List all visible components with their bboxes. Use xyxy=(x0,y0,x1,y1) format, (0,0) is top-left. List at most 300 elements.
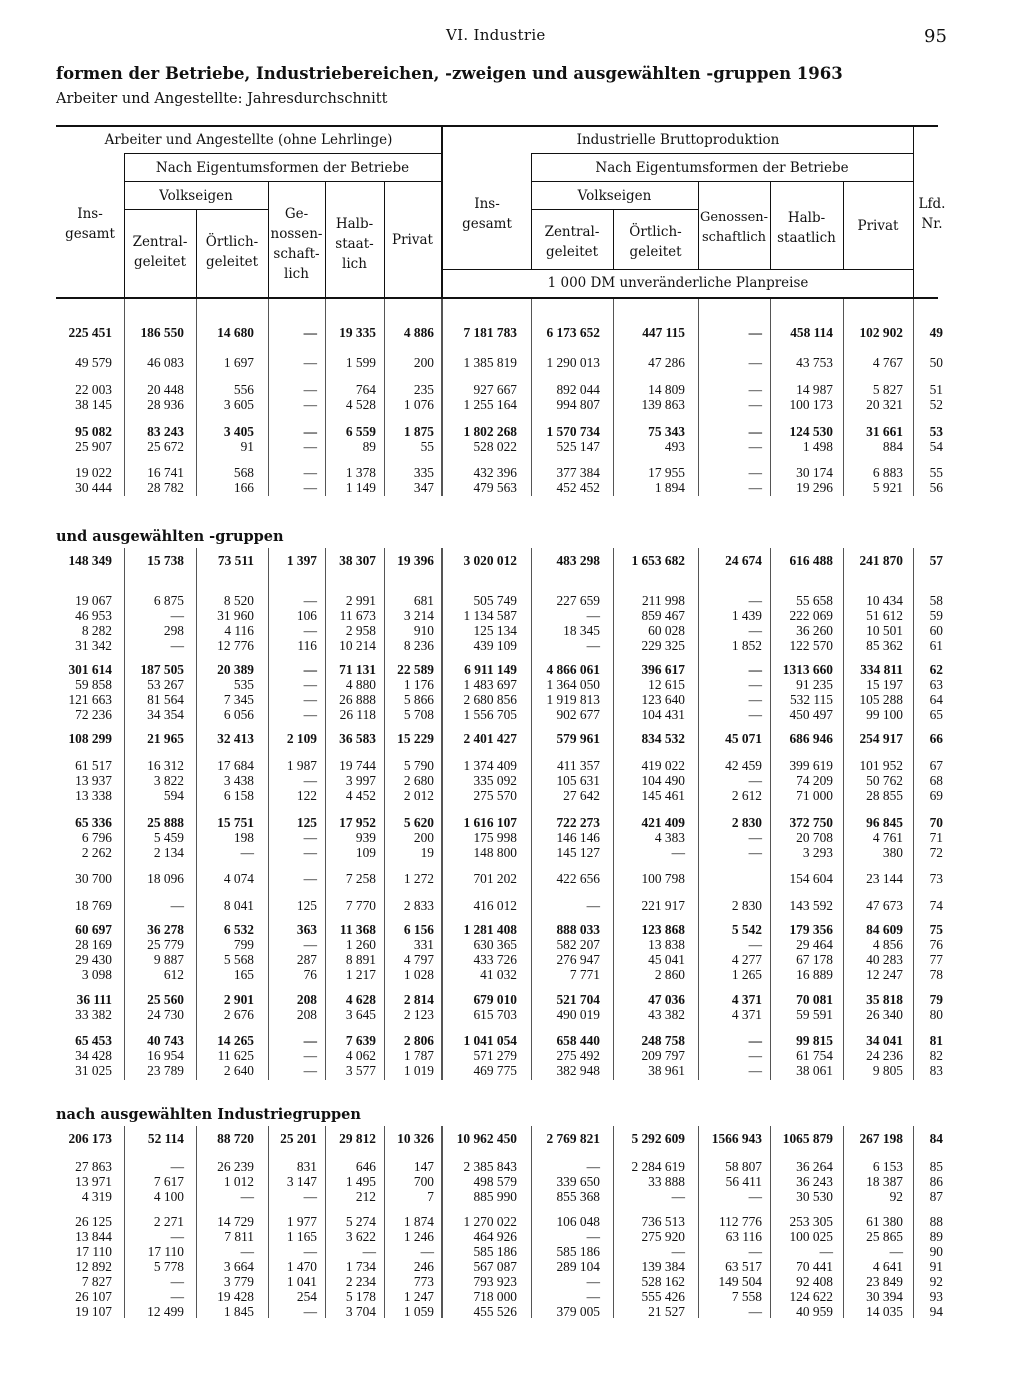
cell-halb: 1 599 xyxy=(345,355,376,370)
cell-insgesamt: 12 892 xyxy=(75,1259,112,1274)
cell-privat: 1 787 xyxy=(403,1048,434,1063)
cell-prod-genossen: 56 411 xyxy=(725,1174,762,1189)
cell-insgesamt: 108 299 xyxy=(68,731,112,746)
cell-prod-zentral: 7 771 xyxy=(569,967,600,982)
cell-prod-zentral: 658 440 xyxy=(556,1033,600,1048)
cell-insgesamt: 225 451 xyxy=(68,325,112,340)
cell-zentral: 24 730 xyxy=(147,1007,184,1022)
cell-prod-privat: 23 849 xyxy=(866,1274,903,1289)
cell-lfd-nr: 87 xyxy=(929,1189,943,1204)
table-row xyxy=(0,1007,1024,1023)
cell-insgesamt: 38 145 xyxy=(75,397,112,412)
cell-zentral: 46 083 xyxy=(147,355,184,370)
cell-insgesamt: 148 349 xyxy=(68,553,112,568)
cell-oertlich: 3 664 xyxy=(223,1259,254,1274)
cell-prod-zentral: 483 298 xyxy=(556,553,600,568)
cell-prod-privat: 10 501 xyxy=(866,623,903,638)
cell-insgesamt: 28 169 xyxy=(75,937,112,952)
cell-prod-oertlich: 60 028 xyxy=(648,623,685,638)
cell-prod-oertlich: 145 461 xyxy=(641,788,685,803)
cell-halb: 36 583 xyxy=(339,731,376,746)
cell-genossen: 1 397 xyxy=(286,553,317,568)
cell-prod-insgesamt: 505 749 xyxy=(473,593,517,608)
cell-prod-zentral: 1 570 734 xyxy=(546,424,600,439)
cell-halb: 26 888 xyxy=(339,692,376,707)
cell-halb: 4 628 xyxy=(345,992,376,1007)
cell-insgesamt: 301 614 xyxy=(68,662,112,677)
cell-prod-genossen: — xyxy=(748,707,762,722)
cell-insgesamt: 60 697 xyxy=(75,922,112,937)
cell-prod-genossen: — xyxy=(748,845,762,860)
cell-genossen: — xyxy=(303,1033,317,1048)
cell-prod-insgesamt: 571 279 xyxy=(473,1048,517,1063)
table-row xyxy=(0,898,1024,914)
cell-prod-oertlich: 834 532 xyxy=(641,731,685,746)
cell-genossen: — xyxy=(303,397,317,412)
cell-insgesamt: 46 953 xyxy=(75,608,112,623)
cell-privat: 331 xyxy=(413,937,434,952)
cell-lfd-nr: 49 xyxy=(929,325,943,340)
cell-prod-genossen: — xyxy=(748,773,762,788)
cell-halb: 10 214 xyxy=(339,638,376,653)
cell-prod-oertlich: 21 527 xyxy=(648,1304,685,1319)
cell-privat: — xyxy=(420,1244,434,1259)
cell-halb: 3 622 xyxy=(345,1229,376,1244)
cell-privat: 2 123 xyxy=(403,1007,434,1022)
cell-genossen: — xyxy=(303,593,317,608)
cell-oertlich: 26 239 xyxy=(217,1159,254,1174)
cell-insgesamt: 19 067 xyxy=(75,593,112,608)
cell-prod-insgesamt: 469 775 xyxy=(473,1063,517,1078)
cell-prod-zentral: 275 492 xyxy=(556,1048,600,1063)
cell-genossen: 122 xyxy=(296,788,317,803)
cell-privat: 2 814 xyxy=(403,992,434,1007)
cell-prod-halb: 19 296 xyxy=(796,480,833,495)
cell-prod-privat: 12 247 xyxy=(866,967,903,982)
table-row xyxy=(0,1048,1024,1064)
table-row xyxy=(0,1159,1024,1175)
cell-prod-halb: 61 754 xyxy=(796,1048,833,1063)
cell-prod-insgesamt: 2 385 843 xyxy=(463,1159,517,1174)
cell-prod-genossen: — xyxy=(748,325,762,340)
cell-prod-zentral: 1 290 013 xyxy=(546,355,600,370)
cell-prod-privat: 9 805 xyxy=(872,1063,903,1078)
cell-privat: 1 028 xyxy=(403,967,434,982)
cell-zentral: 15 738 xyxy=(147,553,184,568)
cell-prod-oertlich: 17 955 xyxy=(648,465,685,480)
cell-halb: 1 217 xyxy=(345,967,376,982)
cell-genossen: — xyxy=(303,845,317,860)
header-rule xyxy=(531,209,698,210)
cell-prod-zentral: 521 704 xyxy=(556,992,600,1007)
cell-lfd-nr: 58 xyxy=(929,593,943,608)
cell-oertlich: 20 389 xyxy=(217,662,254,677)
cell-halb: 764 xyxy=(355,382,376,397)
cell-prod-genossen: — xyxy=(748,1063,762,1078)
table-row xyxy=(0,1063,1024,1079)
cell-prod-zentral: 585 186 xyxy=(556,1244,600,1259)
running-head: VI. Industrie xyxy=(446,26,546,44)
cell-halb: 4 452 xyxy=(345,788,376,803)
cell-privat: 2 012 xyxy=(403,788,434,803)
cell-genossen: 76 xyxy=(303,967,317,982)
table-row xyxy=(0,758,1024,774)
cell-lfd-nr: 63 xyxy=(929,677,943,692)
cell-privat: 19 396 xyxy=(397,553,434,568)
cell-halb: 6 559 xyxy=(345,424,376,439)
cell-prod-zentral: 146 146 xyxy=(556,830,600,845)
cell-lfd-nr: 72 xyxy=(929,845,943,860)
cell-prod-insgesamt: 125 134 xyxy=(473,623,517,638)
cell-prod-oertlich: 123 640 xyxy=(641,692,685,707)
cell-halb: 109 xyxy=(355,845,376,860)
cell-prod-privat: 34 041 xyxy=(866,1033,903,1048)
cell-lfd-nr: 78 xyxy=(929,967,943,982)
cell-prod-genossen: 58 807 xyxy=(725,1159,762,1174)
cell-lfd-nr: 91 xyxy=(929,1259,943,1274)
cell-privat: 1 875 xyxy=(403,424,434,439)
cell-prod-zentral: 289 104 xyxy=(556,1259,600,1274)
cell-lfd-nr: 90 xyxy=(929,1244,943,1259)
cell-prod-oertlich: — xyxy=(671,1244,685,1259)
cell-privat: 200 xyxy=(413,830,434,845)
cell-privat: 200 xyxy=(413,355,434,370)
cell-lfd-nr: 67 xyxy=(929,758,943,773)
col-head-privat-left: Privat xyxy=(392,232,433,248)
cell-lfd-nr: 80 xyxy=(929,1007,943,1022)
table-row xyxy=(0,992,1024,1008)
cell-prod-genossen: — xyxy=(748,623,762,638)
cell-lfd-nr: 62 xyxy=(929,662,943,677)
section-heading: nach ausgewählten Industriegruppen xyxy=(56,1106,361,1123)
cell-prod-genossen: 5 542 xyxy=(731,922,762,937)
cell-prod-halb: 124 530 xyxy=(789,424,833,439)
cell-prod-privat: 10 434 xyxy=(866,593,903,608)
cell-insgesamt: 59 858 xyxy=(75,677,112,692)
cell-privat: 1 176 xyxy=(403,677,434,692)
cell-lfd-nr: 55 xyxy=(929,465,943,480)
table-row xyxy=(0,1244,1024,1260)
cell-genossen: 1 987 xyxy=(286,758,317,773)
cell-prod-zentral: 855 368 xyxy=(556,1189,600,1204)
table-row xyxy=(0,1304,1024,1320)
cell-genossen: — xyxy=(303,662,317,677)
cell-prod-insgesamt: 701 202 xyxy=(473,871,517,886)
cell-prod-privat: 254 917 xyxy=(859,731,903,746)
cell-privat: 1 059 xyxy=(403,1304,434,1319)
cell-lfd-nr: 82 xyxy=(929,1048,943,1063)
ownership-label-left: Nach Eigentumsformen der Betriebe xyxy=(155,160,410,176)
table-row xyxy=(0,424,1024,440)
cell-prod-halb: 1313 660 xyxy=(782,662,833,677)
table-row xyxy=(0,773,1024,789)
cell-prod-genossen: — xyxy=(748,1304,762,1319)
cell-prod-genossen: — xyxy=(748,937,762,952)
table-row xyxy=(0,871,1024,887)
cell-genossen: 106 xyxy=(296,608,317,623)
cell-zentral: 52 114 xyxy=(147,1131,184,1146)
cell-prod-genossen: 42 459 xyxy=(725,758,762,773)
table-row xyxy=(0,830,1024,846)
cell-prod-zentral: 888 033 xyxy=(556,922,600,937)
cell-prod-genossen: 2 612 xyxy=(731,788,762,803)
cell-prod-oertlich: 419 022 xyxy=(641,758,685,773)
cell-prod-genossen: — xyxy=(748,382,762,397)
cell-genossen: 287 xyxy=(296,952,317,967)
cell-prod-privat: 50 762 xyxy=(866,773,903,788)
volkseigen-label-right: Volkseigen xyxy=(577,188,652,204)
cell-genossen: 116 xyxy=(297,638,317,653)
cell-oertlich: 1 697 xyxy=(223,355,254,370)
col-head-lfd-nr: Lfd. Nr. xyxy=(918,196,946,232)
cell-prod-halb: — xyxy=(819,1244,833,1259)
cell-lfd-nr: 74 xyxy=(929,898,943,913)
cell-prod-oertlich: 100 798 xyxy=(641,871,685,886)
cell-prod-oertlich: 396 617 xyxy=(641,662,685,677)
cell-insgesamt: 31 342 xyxy=(75,638,112,653)
cell-genossen: 125 xyxy=(296,898,317,913)
cell-prod-privat: 35 818 xyxy=(866,992,903,1007)
cell-privat: 700 xyxy=(413,1174,434,1189)
cell-privat: 1 247 xyxy=(403,1289,434,1304)
cell-lfd-nr: 85 xyxy=(929,1159,943,1174)
cell-zentral: 83 243 xyxy=(147,424,184,439)
cell-insgesamt: 13 971 xyxy=(75,1174,112,1189)
table-row xyxy=(0,967,1024,983)
cell-prod-privat: 334 811 xyxy=(860,662,903,677)
cell-insgesamt: 206 173 xyxy=(68,1131,112,1146)
cell-prod-genossen: 1 439 xyxy=(731,608,762,623)
cell-prod-insgesamt: 927 667 xyxy=(473,382,517,397)
table-row xyxy=(0,1131,1024,1147)
cell-prod-genossen: 2 830 xyxy=(731,815,762,830)
cell-insgesamt: 61 517 xyxy=(75,758,112,773)
cell-prod-insgesamt: 433 726 xyxy=(473,952,517,967)
cell-insgesamt: 29 430 xyxy=(75,952,112,967)
cell-halb: 3 645 xyxy=(345,1007,376,1022)
cell-privat: 246 xyxy=(413,1259,434,1274)
cell-genossen: 363 xyxy=(296,922,317,937)
cell-zentral: 2 271 xyxy=(153,1214,184,1229)
cell-oertlich: — xyxy=(240,1189,254,1204)
table-row xyxy=(0,465,1024,481)
cell-prod-privat: 23 144 xyxy=(866,871,903,886)
table-row xyxy=(0,480,1024,496)
cell-prod-privat: 26 340 xyxy=(866,1007,903,1022)
cell-prod-zentral: 276 947 xyxy=(556,952,600,967)
cell-zentral: 21 965 xyxy=(147,731,184,746)
cell-oertlich: 2 901 xyxy=(223,992,254,1007)
cell-privat: 681 xyxy=(413,593,434,608)
cell-lfd-nr: 65 xyxy=(929,707,943,722)
cell-halb: 3 997 xyxy=(345,773,376,788)
cell-insgesamt: 30 444 xyxy=(75,480,112,495)
cell-halb: 2 991 xyxy=(345,593,376,608)
cell-oertlich: 3 405 xyxy=(223,424,254,439)
cell-prod-insgesamt: 1 041 054 xyxy=(463,1033,517,1048)
cell-prod-genossen: — xyxy=(748,1244,762,1259)
cell-genossen: 1 470 xyxy=(286,1259,317,1274)
cell-halb: 1 149 xyxy=(345,480,376,495)
cell-insgesamt: 30 700 xyxy=(75,871,112,886)
cell-zentral: 25 779 xyxy=(147,937,184,952)
cell-privat: 235 xyxy=(413,382,434,397)
cell-genossen: — xyxy=(303,1048,317,1063)
cell-genossen: 2 109 xyxy=(286,731,317,746)
cell-prod-oertlich: 139 863 xyxy=(641,397,685,412)
cell-lfd-nr: 69 xyxy=(929,788,943,803)
cell-prod-halb: 40 959 xyxy=(796,1304,833,1319)
cell-prod-genossen: — xyxy=(748,355,762,370)
cell-prod-privat: 99 100 xyxy=(866,707,903,722)
cell-prod-insgesamt: 10 962 450 xyxy=(456,1131,517,1146)
cell-halb: 3 704 xyxy=(345,1304,376,1319)
cell-prod-insgesamt: 335 092 xyxy=(473,773,517,788)
cell-prod-zentral: 582 207 xyxy=(556,937,600,952)
cell-lfd-nr: 89 xyxy=(929,1229,943,1244)
cell-insgesamt: 26 125 xyxy=(75,1214,112,1229)
cell-prod-privat: 18 387 xyxy=(866,1174,903,1189)
cell-prod-halb: 70 441 xyxy=(796,1259,833,1274)
cell-prod-zentral: 411 357 xyxy=(556,758,600,773)
cell-genossen: — xyxy=(303,871,317,886)
cell-prod-genossen: 2 830 xyxy=(731,898,762,913)
cell-prod-halb: 71 000 xyxy=(796,788,833,803)
cell-oertlich: 3 605 xyxy=(223,397,254,412)
cell-halb: — xyxy=(362,1244,376,1259)
cell-prod-genossen: 4 277 xyxy=(731,952,762,967)
cell-prod-privat: 6 153 xyxy=(872,1159,903,1174)
cell-prod-zentral: — xyxy=(586,1274,600,1289)
cell-insgesamt: 27 863 xyxy=(75,1159,112,1174)
table-row xyxy=(0,382,1024,398)
cell-prod-oertlich: 528 162 xyxy=(641,1274,685,1289)
cell-prod-insgesamt: 528 022 xyxy=(473,439,517,454)
cell-prod-oertlich: — xyxy=(671,845,685,860)
cell-zentral: 12 499 xyxy=(147,1304,184,1319)
cell-zentral: 20 448 xyxy=(147,382,184,397)
cell-halb: 19 744 xyxy=(339,758,376,773)
cell-prod-genossen: 149 504 xyxy=(718,1274,762,1289)
cell-prod-insgesamt: 432 396 xyxy=(473,465,517,480)
cell-oertlich: 8 041 xyxy=(223,898,254,913)
cell-prod-zentral: 525 147 xyxy=(556,439,600,454)
cell-prod-halb: 399 619 xyxy=(789,758,833,773)
cell-genossen: 1 165 xyxy=(286,1229,317,1244)
cell-halb: 7 639 xyxy=(345,1033,376,1048)
table-row xyxy=(0,1229,1024,1245)
cell-prod-insgesamt: 498 579 xyxy=(473,1174,517,1189)
cell-prod-zentral: 490 019 xyxy=(556,1007,600,1022)
cell-prod-zentral: 18 345 xyxy=(563,623,600,638)
cell-oertlich: 14 680 xyxy=(217,325,254,340)
cell-lfd-nr: 61 xyxy=(929,638,943,653)
cell-prod-halb: 70 081 xyxy=(796,992,833,1007)
cell-insgesamt: 6 796 xyxy=(81,830,112,845)
table-row xyxy=(0,325,1024,341)
cell-prod-oertlich: 14 809 xyxy=(648,382,685,397)
cell-lfd-nr: 92 xyxy=(929,1274,943,1289)
cell-halb: 1 260 xyxy=(345,937,376,952)
cell-privat: 1 019 xyxy=(403,1063,434,1078)
cell-lfd-nr: 94 xyxy=(929,1304,943,1319)
cell-zentral: 3 822 xyxy=(153,773,184,788)
cell-insgesamt: 8 282 xyxy=(81,623,112,638)
table-row xyxy=(0,731,1024,747)
cell-prod-halb: 99 815 xyxy=(796,1033,833,1048)
header-top-rule xyxy=(56,125,938,127)
cell-halb: 1 378 xyxy=(345,465,376,480)
cell-prod-insgesamt: 6 911 149 xyxy=(464,662,517,677)
cell-lfd-nr: 84 xyxy=(929,1131,943,1146)
cell-prod-zentral: — xyxy=(586,1229,600,1244)
cell-prod-zentral: 227 659 xyxy=(556,593,600,608)
cell-prod-genossen: — xyxy=(748,692,762,707)
cell-oertlich: 1 845 xyxy=(223,1304,254,1319)
cell-oertlich: 568 xyxy=(233,465,254,480)
cell-prod-halb: 1065 879 xyxy=(782,1131,833,1146)
cell-genossen: — xyxy=(303,937,317,952)
cell-prod-zentral: — xyxy=(586,608,600,623)
cell-halb: 7 770 xyxy=(345,898,376,913)
cell-oertlich: 535 xyxy=(233,677,254,692)
cell-prod-halb: 29 464 xyxy=(796,937,833,952)
cell-prod-insgesamt: 1 483 697 xyxy=(463,677,517,692)
cell-prod-privat: 6 883 xyxy=(872,465,903,480)
cell-prod-halb: 20 708 xyxy=(796,830,833,845)
cell-privat: 1 246 xyxy=(403,1229,434,1244)
cell-privat: 22 589 xyxy=(397,662,434,677)
cell-zentral: — xyxy=(170,608,184,623)
cell-zentral: 6 875 xyxy=(153,593,184,608)
cell-prod-zentral: 722 273 xyxy=(556,815,600,830)
cell-zentral: 23 789 xyxy=(147,1063,184,1078)
cell-zentral: — xyxy=(170,638,184,653)
cell-prod-halb: 36 260 xyxy=(796,623,833,638)
cell-halb: 4 880 xyxy=(345,677,376,692)
cell-prod-genossen: 1 265 xyxy=(731,967,762,982)
cell-prod-insgesamt: 1 385 819 xyxy=(463,355,517,370)
cell-prod-zentral: 105 631 xyxy=(556,773,600,788)
cell-privat: 3 214 xyxy=(403,608,434,623)
col-head-genossen-right: Genossen- schaftlich xyxy=(699,210,769,245)
cell-prod-halb: 14 987 xyxy=(796,382,833,397)
cell-prod-zentral: 6 173 652 xyxy=(546,325,600,340)
cell-prod-genossen: — xyxy=(748,1189,762,1204)
cell-prod-privat: 4 641 xyxy=(872,1259,903,1274)
cell-insgesamt: 95 082 xyxy=(75,424,112,439)
cell-privat: 910 xyxy=(413,623,434,638)
cell-zentral: 25 672 xyxy=(147,439,184,454)
cell-halb: 8 891 xyxy=(345,952,376,967)
cell-prod-zentral: 892 044 xyxy=(556,382,600,397)
cell-insgesamt: 3 098 xyxy=(81,967,112,982)
cell-genossen: — xyxy=(303,692,317,707)
cell-lfd-nr: 56 xyxy=(929,480,943,495)
cell-privat: 4 797 xyxy=(403,952,434,967)
table-row xyxy=(0,608,1024,624)
cell-zentral: — xyxy=(170,1289,184,1304)
cell-lfd-nr: 71 xyxy=(929,830,943,845)
cell-oertlich: 2 640 xyxy=(223,1063,254,1078)
table-row xyxy=(0,439,1024,455)
cell-prod-privat: 105 288 xyxy=(859,692,903,707)
cell-prod-insgesamt: 416 012 xyxy=(473,898,517,913)
cell-genossen: 25 201 xyxy=(280,1131,317,1146)
cell-halb: 1 734 xyxy=(345,1259,376,1274)
cell-prod-insgesamt: 7 181 783 xyxy=(463,325,517,340)
cell-privat: 347 xyxy=(413,480,434,495)
